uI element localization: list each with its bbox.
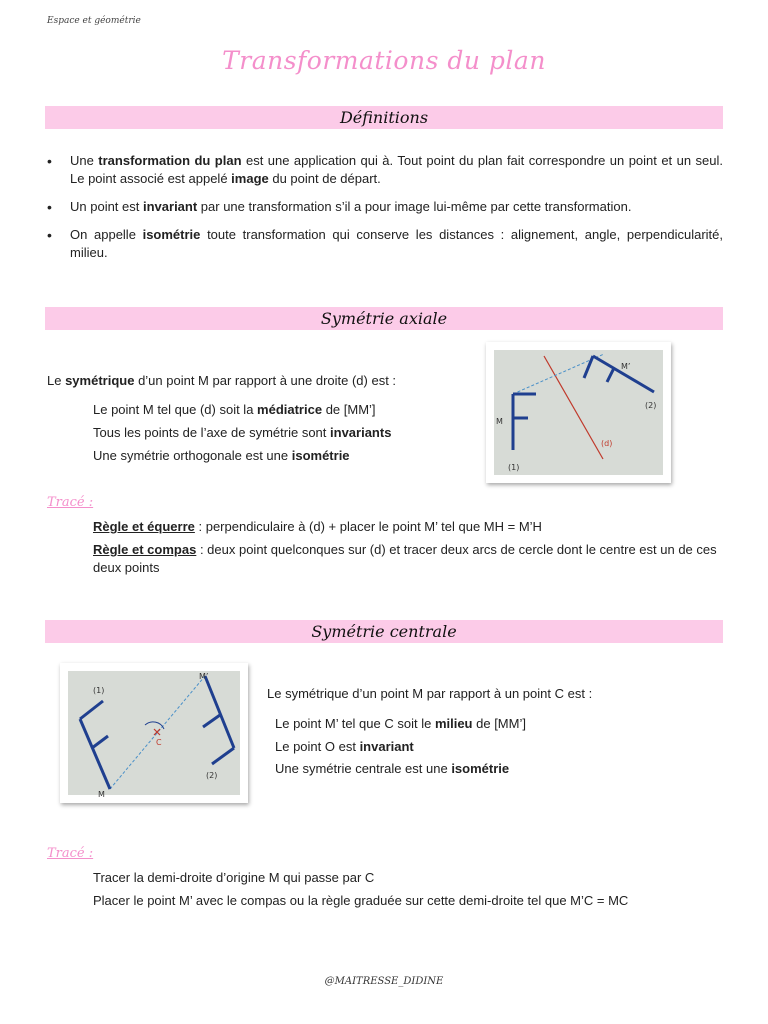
axial-heading: Symétrie axiale <box>45 307 723 330</box>
label-m-prime: M’ <box>621 362 631 371</box>
label-figure-2: (2) <box>206 771 218 780</box>
label-figure-2: (2) <box>645 401 657 410</box>
page-title: Transformations du plan <box>222 46 546 75</box>
central-trace-label: Tracé : <box>47 846 94 861</box>
definitions-heading: Définitions <box>45 106 723 129</box>
axial-line: Le point M tel que (d) soit la médiatrice de [MM’] <box>93 402 376 417</box>
central-symmetry-figure <box>60 663 248 803</box>
figure-1-top <box>80 701 103 719</box>
central-line: Le point M’ tel que C soit le milieu de [MM’] <box>275 716 526 731</box>
label-d: (d) <box>601 439 613 448</box>
axial-symmetry-figure <box>486 342 671 483</box>
axis-line-d <box>544 356 603 459</box>
definition-item: • Une transformation du plan est une application qui à. Tout point du plan fait correspondre un point et un seul. Le point associé est appelé image du point de départ. <box>47 152 723 188</box>
definition-item: • Un point est invariant par une transformation s’il a pour image lui-même par cette transformation. <box>47 198 723 216</box>
figure-1-stem <box>80 719 110 789</box>
rotation-arc <box>145 722 164 729</box>
term-invariant: invariant <box>143 199 198 214</box>
central-line: Une symétrie centrale est une isométrie <box>275 761 510 776</box>
axial-trace-label: Tracé : <box>47 495 94 510</box>
axial-figure-drawing <box>486 342 671 483</box>
axial-intro: Le symétrique d’un point M par rapport à une droite (d) est : <box>47 373 397 388</box>
label-figure-1: (1) <box>508 463 520 472</box>
definitions-list <box>47 152 723 272</box>
central-trace-step: Tracer la demi-droite d’origine M qui passe par C <box>93 870 375 885</box>
figure-2-mid <box>203 715 220 727</box>
central-figure-drawing <box>60 663 248 803</box>
central-intro: Le symétrique d’un point M par rapport à un point C est : <box>267 686 593 701</box>
footer-credit: @MAITRESSE_DIDINE <box>324 976 444 987</box>
label-figure-1: (1) <box>93 686 105 695</box>
figure-2-mid <box>607 368 614 382</box>
term-isometrie: isométrie <box>142 227 201 242</box>
axial-line: Tous les points de l’axe de symétrie sont invariants <box>93 425 392 440</box>
term-image: image <box>231 171 269 186</box>
figure-1-mid <box>92 736 108 748</box>
top-label: Espace et géométrie <box>47 16 141 26</box>
central-heading: Symétrie centrale <box>45 620 723 643</box>
central-trace-step: Placer le point M’ avec le compas ou la règle graduée sur cette demi-droite tel que M’C = MC <box>93 893 629 908</box>
term-transformation: transformation du plan <box>98 153 242 168</box>
trace-rule-square: Règle et équerre : perpendiculaire à (d) + placer le point M’ tel que MH = M’H <box>93 519 542 534</box>
central-line: Le point O est invariant <box>275 739 414 754</box>
figure-2-bottom <box>212 748 234 764</box>
label-m: M <box>98 790 105 799</box>
label-m: M <box>496 417 503 426</box>
axial-line: Une symétrie orthogonale est une isométrie <box>93 448 350 463</box>
label-m-prime: M’ <box>199 672 209 681</box>
definition-item: • On appelle isométrie toute transformation qui conserve les distances : alignement, angle, perpendicularité, milieu. <box>47 226 723 262</box>
figure-2-stem <box>205 676 234 748</box>
label-c: C <box>156 738 162 747</box>
figure-2-top <box>584 356 593 378</box>
trace-rule-compass: Règle et compas : deux point quelconques sur (d) et tracer deux arcs de cercle dont le centre est un de ces deux points <box>93 542 717 575</box>
